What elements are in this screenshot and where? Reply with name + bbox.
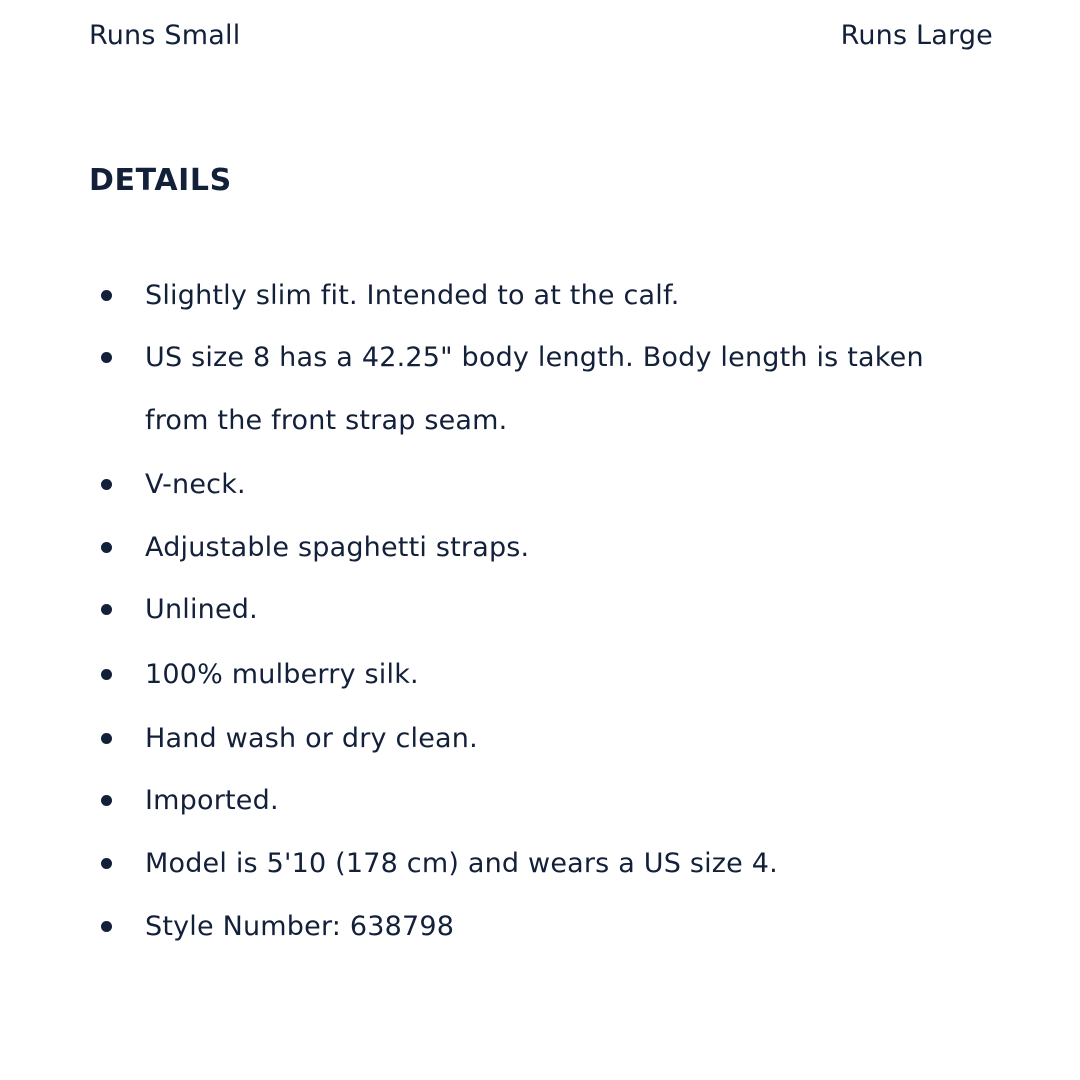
details-item-text: V-neck.: [145, 469, 246, 500]
bullet-icon: [101, 921, 112, 932]
bullet-icon: [101, 352, 112, 363]
details-item-model-size: [145, 832, 945, 895]
details-item-text: 100% mulberry silk.: [145, 659, 419, 690]
bullet-icon: [101, 290, 112, 301]
details-item-text: Slightly slim fit. Intended to at the calf.: [145, 280, 680, 311]
details-item-straps: [145, 516, 945, 579]
details-item-care: [145, 707, 945, 770]
details-item-fit: [145, 264, 945, 327]
details-item-text: Imported.: [145, 785, 279, 816]
details-item-text: Adjustable spaghetti straps.: [145, 532, 530, 563]
details-item-text: Unlined.: [145, 594, 258, 625]
details-item-neck: [145, 453, 945, 516]
bullet-icon: [101, 542, 112, 553]
bullet-icon: [101, 858, 112, 869]
details-item-origin: [145, 769, 945, 832]
fit-scale-large-label: Runs Large: [840, 20, 993, 51]
bullet-icon: [101, 669, 112, 680]
details-item-lining: [145, 578, 945, 641]
bullet-icon: [101, 604, 112, 615]
details-item-text: Hand wash or dry clean.: [145, 723, 478, 754]
bullet-icon: [101, 733, 112, 744]
details-item-length: [145, 326, 945, 452]
details-item-text: US size 8 has a 42.25" body length. Body length is taken from the front strap seam.: [145, 342, 924, 436]
details-item-material: [145, 643, 945, 706]
bullet-icon: [101, 795, 112, 806]
details-item-style-number: [145, 895, 945, 958]
details-item-text: Style Number: 638798: [145, 911, 455, 942]
fit-scale-small-label: Runs Small: [89, 20, 241, 51]
details-heading: DETAILS: [89, 163, 232, 198]
fit-scale: [89, 18, 993, 54]
details-item-text: Model is 5'10 (178 cm) and wears a US size 4.: [145, 848, 778, 879]
bullet-icon: [101, 479, 112, 490]
